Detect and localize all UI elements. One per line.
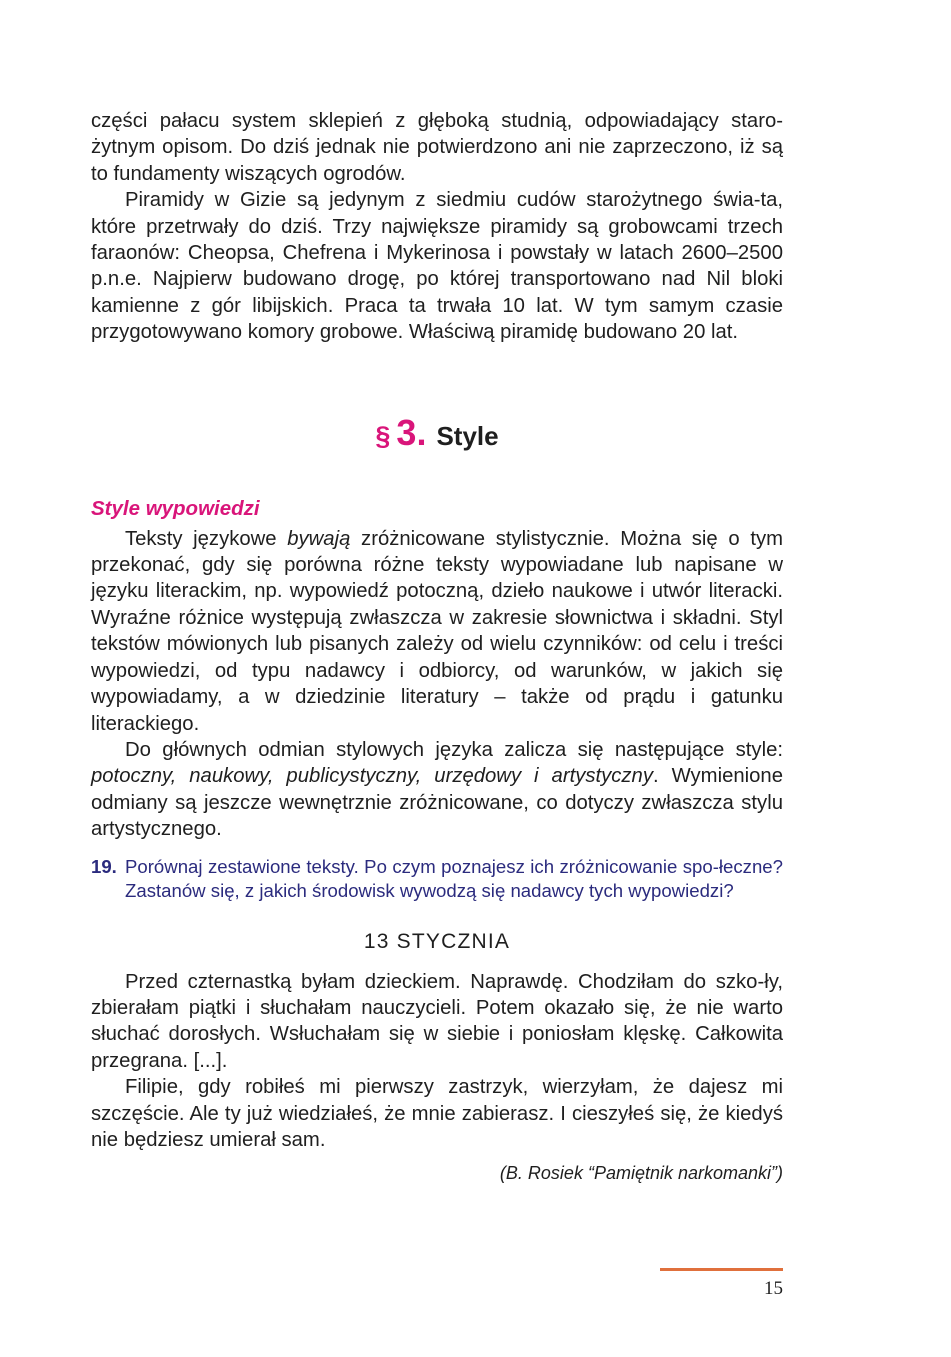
body-paragraph-2 bbox=[91, 737, 783, 843]
section-title: Style bbox=[436, 420, 499, 451]
body-p2-start: Do głównych odmian stylowych języka zalicza się następujące style: bbox=[125, 738, 783, 761]
quote-source: (B. Rosiek “Pamiętnik narkomanki”) bbox=[499, 1163, 783, 1184]
quote-paragraph-2: Filipie, gdy robiłeś mi pierwszy zastrzyk, wierzyłam, że dajesz mi szczęście. Ale ty już wiedziałeś, że mnie zabierasz. I cieszyłeś się, że kiedyś nie będziesz umierał sam. bbox=[91, 1076, 783, 1151]
page-content bbox=[91, 108, 783, 1185]
page-number: 15 bbox=[764, 1278, 783, 1299]
section-symbol: § bbox=[375, 420, 391, 451]
exercise-19 bbox=[91, 855, 783, 903]
intro-paragraph-2: Piramidy w Gizie są jedynym z siedmiu cudów starożytnego świa-ta, które przetrwały do dziś. Trzy największe piramidy są grobowcami trzech faraonów: Cheopsa, Chefrena i Mykerinosa i powstały w latach 2600–2500 p.n.e. Najpierw budowano drogę, po której transportowano nad Nil bloki kamienne z gór libijskich. Praca ta trwała 10 lat. W tym samym czasie przygotowywano komory grobowe. Właściwą piramidę budowano 20 lat. bbox=[91, 189, 783, 344]
body-p1-rest: zróżnicowane stylistycznie. Można się o tym przekonać, gdy się porówna różne teksty wypowiadane lub napisane w języku literackim, np. wypowiedź potoczną, dzieło naukowe i utwór literacki. Wyraźne różnice występują zwłaszcza w zakresie słownictwa i składni. Styl tekstów mówionych lub pisanych zależy od wielu czynników: od celu i treści wypowiedzi, od typu nadawcy i odbiorcy, od warunków, w jakich się wypowiadamy, a w dziedzinie literatury – także od prądu i gatunku literackiego. bbox=[91, 527, 783, 735]
footer-rule bbox=[660, 1268, 783, 1271]
section-number: 3. bbox=[396, 411, 427, 453]
exercise-number: 19. bbox=[91, 855, 117, 877]
exercise-text: Porównaj zestawione teksty. Po czym poznajesz ich zróżnicowanie spo-łeczne? Zastanów się, z jakich środowisk wywodzą się nadawcy tych wypowiedzi? bbox=[125, 855, 783, 901]
subsection-title: Style wypowiedzi bbox=[91, 496, 260, 520]
body-p2-emphasis: potoczny, naukowy, publicystyczny, urzędowy i artystyczny bbox=[91, 765, 653, 788]
quote-title: 13 STYCZNIA bbox=[363, 929, 511, 953]
body-p1-start: Teksty językowe bbox=[125, 527, 288, 550]
section-heading bbox=[91, 408, 783, 466]
body-p2-rest: . Wymienione odmiany są jeszcze wewnętrznie zróżnicowane, co dotyczy zwłaszcza stylu artystycznego. bbox=[91, 765, 783, 841]
quote-paragraph-1: Przed czternastką byłam dzieckiem. Naprawdę. Chodziłam do szko-ły, zbierałam piątki i słuchałam nauczycieli. Potem okazało się, że nie warto słuchać dorosłych. Wsłuchałam się w siebie i poniosłam klęskę. Całkowita przegrana. [...]. bbox=[91, 970, 783, 1072]
body-paragraph-1 bbox=[91, 526, 783, 737]
intro-paragraph-1: części pałacu system sklepień z głęboką studnią, odpowiadający staro-żytnym opisom. Do dziś jednak nie potwierdzono ani nie zaprzeczono, iż są to fundamenty wiszących ogrodów. bbox=[91, 110, 783, 185]
body-p1-emphasis: bywają bbox=[287, 527, 351, 550]
